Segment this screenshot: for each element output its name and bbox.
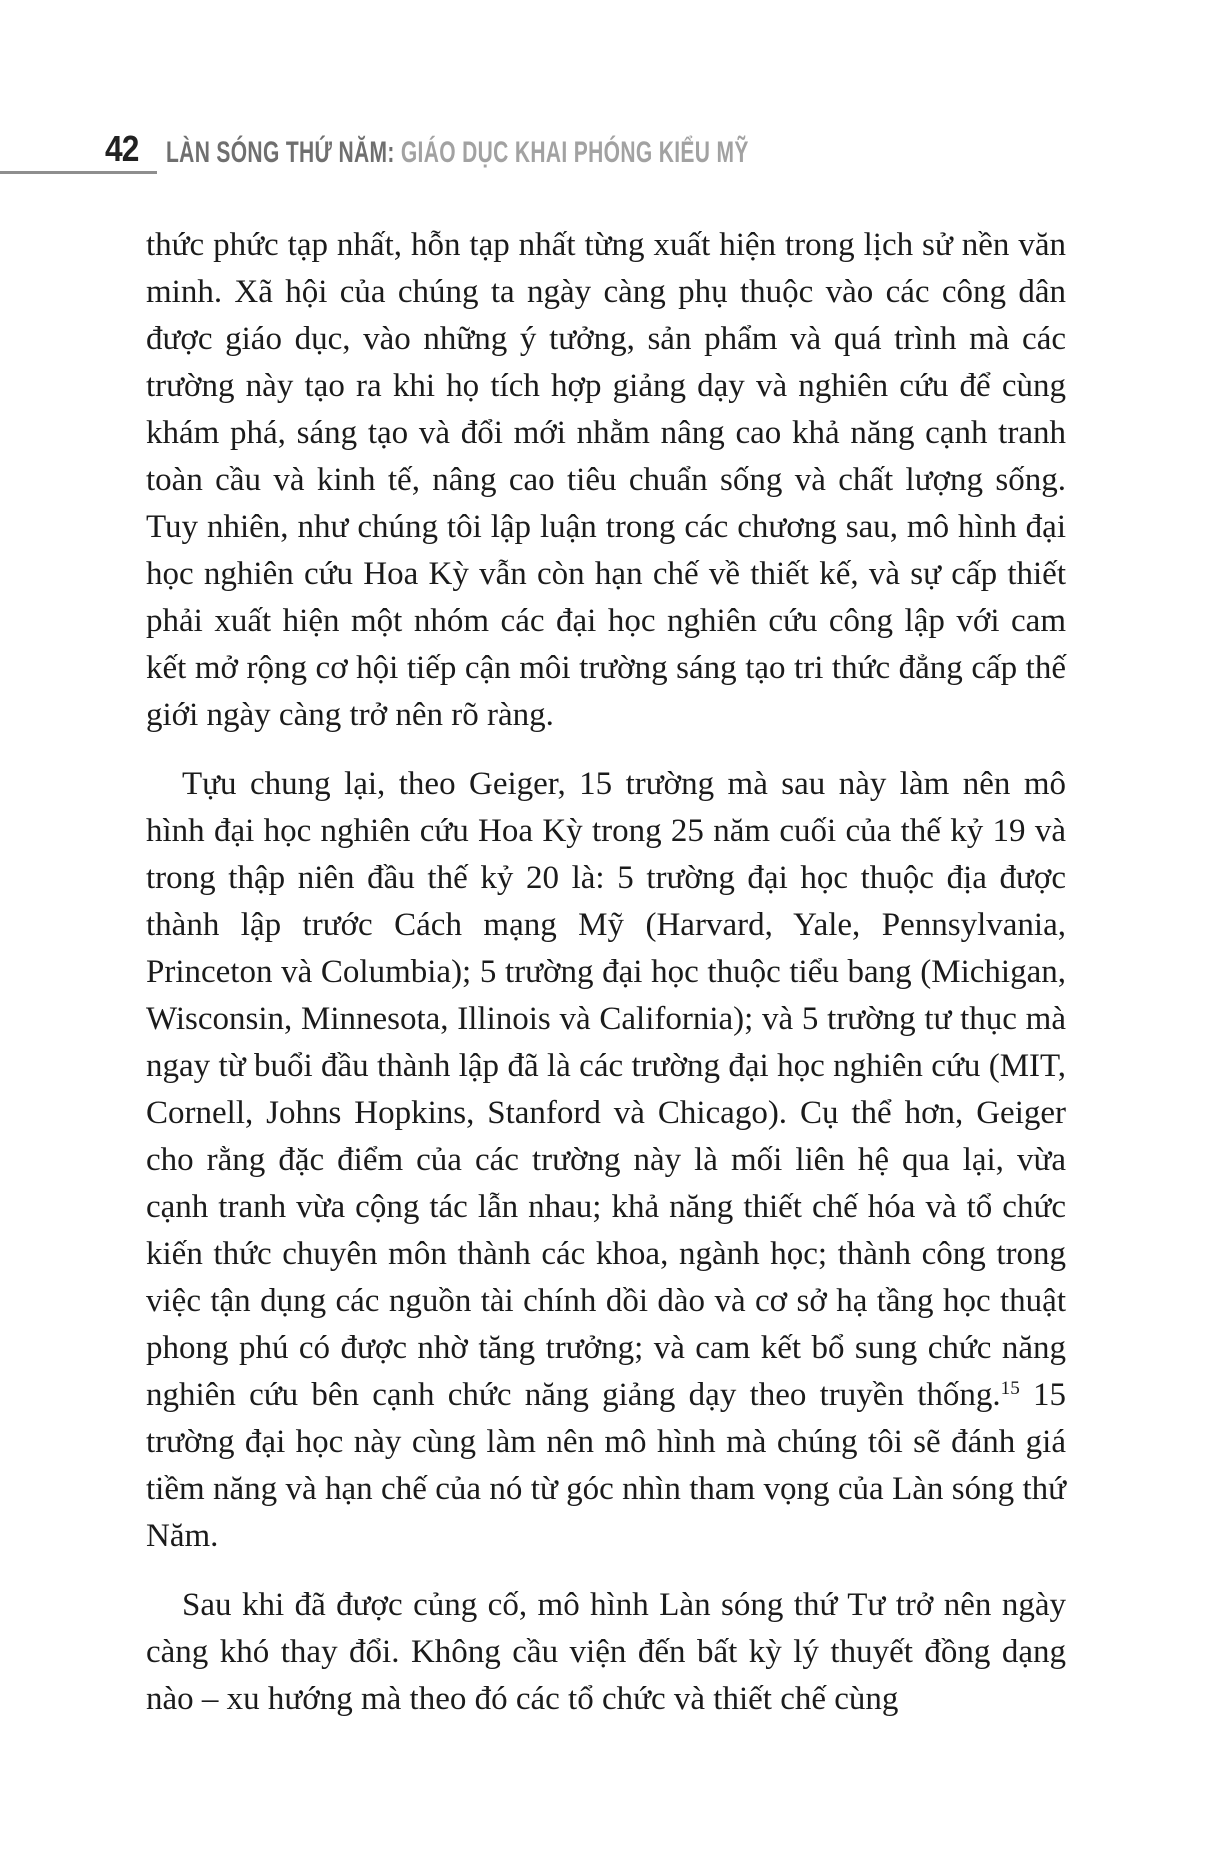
paragraph-text: 15 trường đại học này cùng làm nên mô hình mà chúng tôi sẽ đánh giá tiềm năng và hạn chế của nó từ góc nhìn tham vọng của Làn sóng thứ Năm. [146,1377,1066,1554]
paragraph-continuation: thức phức tạp nhất, hỗn tạp nhất từng xuất hiện trong lịch sử nền văn minh. Xã hội của chúng ta ngày càng phụ thuộc vào các công dân được giáo dục, vào những ý tưởng, sản phẩm và quá trình mà các trường này tạo ra khi họ tích hợp giảng dạy và nghiên cứu để cùng khám phá, sáng tạo và đổi mới nhằm nâng cao khả năng cạnh tranh toàn cầu và kinh tế, nâng cao tiêu chuẩn sống và chất lượng sống. Tuy nhiên, như chúng tôi lập luận trong các chương sau, mô hình đại học nghiên cứu Hoa Kỳ vẫn còn hạn chế về thiết kế, và sự cấp thiết phải xuất hiện một nhóm các đại học nghiên cứu công lập với cam kết mở rộng cơ hội tiếp cận môi trường sáng tạo tri thức đẳng cấp thế giới ngày càng trở nên rõ ràng. [146,227,1066,733]
paragraph-geiger-list [146,761,1066,1560]
page-number: 42 [105,128,139,169]
header-rule [0,171,157,174]
page-body [146,222,1066,1723]
running-title-subtitle: GIÁO DỤC KHAI PHÓNG KIỂU MỸ [394,136,749,169]
paragraph-fourth-wave: Sau khi đã được củng cố, mô hình Làn sóng thứ Tư trở nên ngày càng khó thay đổi. Không cầu viện đến bất kỳ lý thuyết đồng dạng nào – xu hướng mà theo đó các tổ chức và thiết chế cùng [146,1587,1066,1717]
running-title [166,138,749,168]
running-title-series: LÀN SÓNG THỨ NĂM: [166,136,395,169]
paragraph-text: Tựu chung lại, theo Geiger, 15 trường mà sau này làm nên mô hình đại học nghiên cứu Hoa Kỳ trong 25 năm cuối của thế kỷ 19 và trong thập niên đầu thế kỷ 20 là: 5 trường đại học thuộc địa được thành lập trước Cách mạng Mỹ (Harvard, Yale, Pennsylvania, Princeton và Columbia); 5 trường đại học thuộc tiểu bang (Michigan, Wisconsin, Minnesota, Illinois và California); và 5 trường tư thục mà ngay từ buổi đầu thành lập đã là các trường đại học nghiên cứu (MIT, Cornell, Johns Hopkins, Stanford và Chicago). Cụ thể hơn, Geiger cho rằng đặc điểm của các trường này là mối liên hệ qua lại, vừa cạnh tranh vừa cộng tác lẫn nhau; khả năng thiết chế hóa và tổ chức kiến thức chuyên môn thành các khoa, ngành học; thành công trong việc tận dụng các nguồn tài chính dồi dào và cơ sở hạ tầng học thuật phong phú có được nhờ tăng trưởng; và cam kết bổ sung chức năng nghiên cứu bên cạnh chức năng giảng dạy theo truyền thống. [146,766,1066,1413]
footnote-reference: 15 [1000,1378,1020,1400]
